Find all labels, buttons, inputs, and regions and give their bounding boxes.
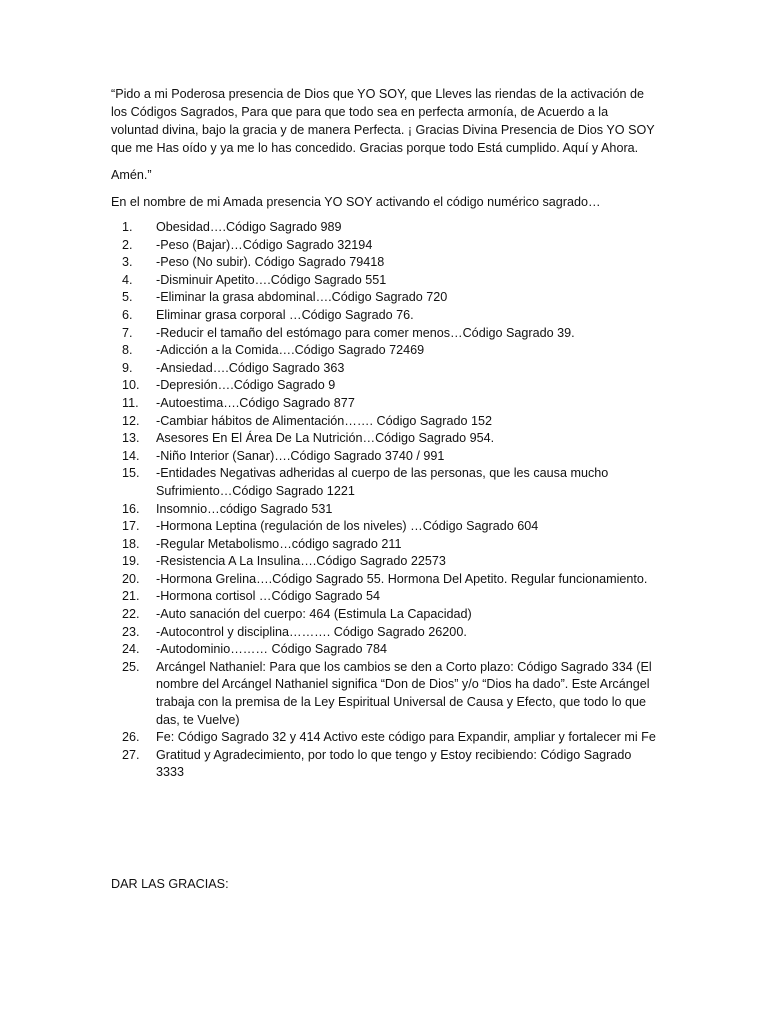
sacred-codes-list <box>111 219 659 782</box>
list-text: -Resistencia A La Insulina….Código Sagrado 22573 <box>156 554 446 569</box>
list-text: Gratitud y Agradecimiento, por todo lo que tengo y Estoy recibiendo: Código Sagrado 3333 <box>156 747 632 780</box>
list-text: -Niño Interior (Sanar)….Código Sagrado 3740 / 991 <box>156 448 445 463</box>
list-number: 5. <box>122 290 133 305</box>
list-text: -Disminuir Apetito….Código Sagrado 551 <box>156 272 387 287</box>
list-number: 8. <box>122 343 133 358</box>
list-item <box>111 377 659 395</box>
list-text: -Hormona Leptina (regulación de los niveles) …Código Sagrado 604 <box>156 519 539 534</box>
list-item <box>111 536 659 554</box>
list-number: 24. <box>122 642 140 657</box>
list-number: 11. <box>122 395 139 410</box>
list-number: 15. <box>122 466 140 481</box>
amen-line: Amén.” <box>111 168 152 182</box>
list-number: 22. <box>122 607 140 622</box>
list-text: Eliminar grasa corporal …Código Sagrado 76. <box>156 307 414 322</box>
list-number: 6. <box>122 307 133 322</box>
list-item <box>111 729 659 747</box>
list-number: 18. <box>122 536 140 551</box>
list-text: Asesores En El Área De La Nutrición…Código Sagrado 954. <box>156 431 495 446</box>
list-number: 25. <box>122 659 140 674</box>
list-text: Fe: Código Sagrado 32 y 414 Activo este código para Expandir, ampliar y fortalecer mi Fe <box>156 730 656 745</box>
list-item <box>111 624 659 642</box>
list-item <box>111 325 659 343</box>
list-item <box>111 307 659 325</box>
list-number: 27. <box>122 747 140 762</box>
closing-heading: DAR LAS GRACIAS: <box>111 877 229 891</box>
list-item <box>111 606 659 624</box>
list-item <box>111 237 659 255</box>
list-text: -Peso (No subir). Código Sagrado 79418 <box>156 255 385 270</box>
list-item <box>111 518 659 536</box>
list-text: -Entidades Negativas adheridas al cuerpo de las personas, que les causa mucho Sufrimiento…Código Sagrado 1221 <box>156 466 609 498</box>
list-number: 2. <box>122 237 133 252</box>
list-text: -Adicción a la Comida….Código Sagrado 72469 <box>156 343 425 358</box>
list-number: 1. <box>122 220 133 234</box>
list-number: 10. <box>122 378 140 393</box>
list-item <box>111 571 659 589</box>
list-text: -Cambiar hábitos de Alimentación……. Código Sagrado 152 <box>156 413 493 428</box>
list-number: 14. <box>122 448 140 463</box>
list-text: -Autodominio……… Código Sagrado 784 <box>156 642 388 657</box>
list-text: -Hormona Grelina….Código Sagrado 55. Hormona Del Apetito. Regular funcionamiento. <box>156 571 648 586</box>
list-item <box>111 588 659 606</box>
list-text: -Eliminar la grasa abdominal….Código Sagrado 720 <box>156 290 448 305</box>
list-item <box>111 747 659 782</box>
document-body <box>111 85 659 782</box>
list-item <box>111 465 659 500</box>
list-text: -Hormona cortisol …Código Sagrado 54 <box>156 589 381 604</box>
list-item <box>111 641 659 659</box>
list-text: -Depresión….Código Sagrado 9 <box>156 378 336 393</box>
list-number: 16. <box>122 501 140 516</box>
list-number: 12. <box>122 413 140 428</box>
list-number: 13. <box>122 431 140 446</box>
list-number: 7. <box>122 325 133 340</box>
list-text: -Peso (Bajar)…Código Sagrado 32194 <box>156 237 373 252</box>
lead-paragraph: En el nombre de mi Amada presencia YO SOY activando el código numérico sagrado… <box>111 195 601 209</box>
list-item <box>111 448 659 466</box>
list-item <box>111 430 659 448</box>
list-text: -Autocontrol y disciplina………. Código Sagrado 26200. <box>156 624 467 639</box>
list-number: 26. <box>122 730 140 745</box>
list-number: 3. <box>122 255 133 270</box>
list-number: 23. <box>122 624 140 639</box>
list-number: 9. <box>122 360 133 375</box>
list-number: 21. <box>122 589 140 604</box>
list-text: Arcángel Nathaniel: Para que los cambios se den a Corto plazo: Código Sagrado 334 (El nombre del Arcángel Nathaniel significa “Don de Dios” y/o “Dios ha dado”. Este Arcángel trabaja con la premisa de la Ley Espiritual Universal de Causa y Efecto, que todo lo que das, te Vuelve) <box>156 659 652 727</box>
list-item <box>111 360 659 378</box>
list-text: -Reducir el tamaño del estómago para comer menos…Código Sagrado 39. <box>156 325 575 340</box>
list-text: -Regular Metabolismo…código sagrado 211 <box>156 536 402 551</box>
list-item <box>111 289 659 307</box>
list-number: 4. <box>122 272 133 287</box>
list-text: -Auto sanación del cuerpo: 464 (Estimula La Capacidad) <box>156 607 472 622</box>
list-number: 19. <box>122 554 140 569</box>
list-item <box>111 659 659 729</box>
list-item <box>111 413 659 431</box>
list-number: 17. <box>122 519 140 534</box>
list-text: -Autoestima….Código Sagrado 877 <box>156 395 355 410</box>
list-text: Insomnio…código Sagrado 531 <box>156 501 333 516</box>
list-number: 20. <box>122 571 140 586</box>
list-item <box>111 254 659 272</box>
list-text: Obesidad….Código Sagrado 989 <box>156 220 342 234</box>
list-item <box>111 553 659 571</box>
intro-paragraph: “Pido a mi Poderosa presencia de Dios que YO SOY, que Lleves las riendas de la activación de los Códigos Sagrados, Para que para que todo sea en perfecta armonía, de Acuerdo a la voluntad divina, bajo la gracia y de manera Perfecta. ¡ Gracias Divina Presencia de Dios YO SOY que me Has oído y ya me lo has concedido. Gracias porque todo Está cumplido. Aquí y Ahora. <box>111 87 655 155</box>
list-item <box>111 272 659 290</box>
list-item <box>111 342 659 360</box>
list-text: -Ansiedad….Código Sagrado 363 <box>156 360 345 375</box>
list-item <box>111 219 659 237</box>
list-item <box>111 395 659 413</box>
list-item <box>111 501 659 519</box>
